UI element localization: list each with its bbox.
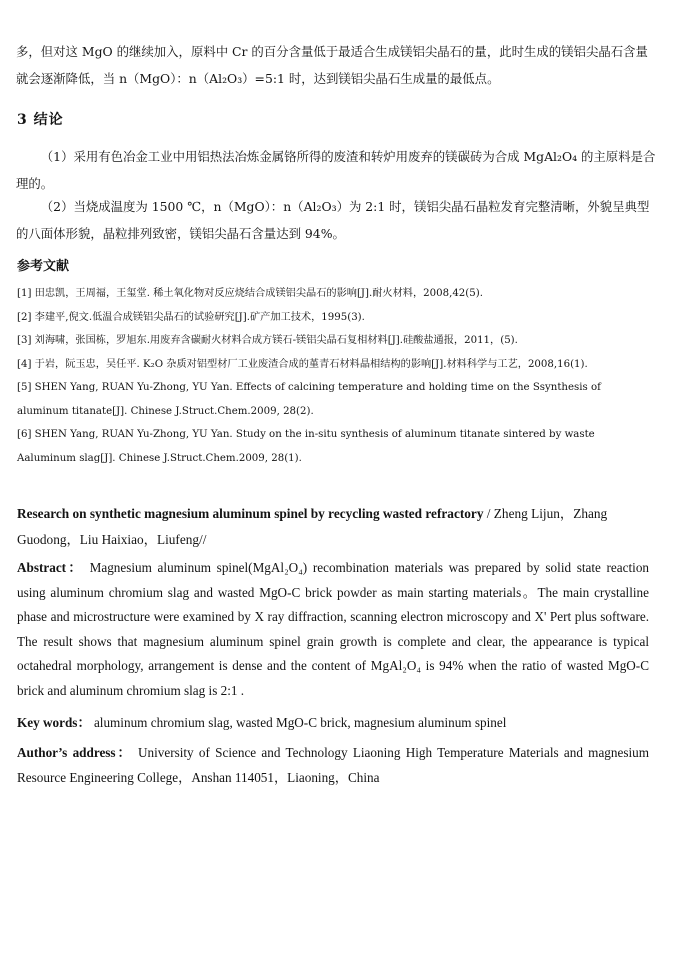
reference-item: [4] 于岩，阮玉忠，吴任平. K₂O 杂质对铝型材厂工业废渣合成的堇青石材料晶相结构的影响[J].材料科学与工艺，2008,16(1). [17, 358, 588, 370]
author-address-text: University of Science and Technology Liaoning High Temperature Materials and magnesium Resource Engineering College，Anshan 114051，Liaoning，China [17, 745, 649, 785]
abstract-block [17, 556, 649, 703]
keywords-block [17, 711, 649, 735]
reference-item: [5] SHEN Yang, RUAN Yu-Zhong, YU Yan. Effects of calcining temperature and holding time on the Ssynthesis of aluminum titanate[J]. Chinese J.Struct.Chem.2009, 28(2). [17, 382, 601, 417]
reference-item: [2] 李建平,倪文.低温合成镁铝尖晶石的试验研究[J].矿产加工技术，1995(3). [17, 311, 365, 323]
author-address-label: Author’s address： [17, 745, 133, 760]
reference-item: [6] SHEN Yang, RUAN Yu-Zhong, YU Yan. Study on the in-situ synthesis of aluminum titanate sintered by waste Aaluminum slag[J]. Chinese J.Struct.Chem.2009, 28(1). [17, 429, 595, 464]
keywords-text: aluminum chromium slag, wasted MgO-C brick, magnesium aluminum spinel [90, 715, 507, 730]
section-heading-conclusion: 3 结论 [17, 112, 64, 128]
keywords-label: Key words： [17, 715, 91, 730]
conclusion-item-1: （1）采用有色冶金工业中用铝热法冶炼金属铬所得的废渣和转炉用废弃的镁碳砖为合成 MgAl₂O₄ 的主原料是合理的。 [16, 149, 656, 191]
abstract-text: Magnesium aluminum spinel(MgAl₂O₄) recombination materials was prepared by solid state reaction using aluminum chromium slag and wasted MgO-C brick powder as main starting materials。The main crystalline phase and microstructure were examined by X ray diffraction, scanning electron microscopy and X' Pert plus software. The result shows that magnesium aluminum spinel grain growth is complete and clear, the appearance is typical octahedral morphology, arrangement is dense and the content of MgAl₂O₄ is 94% when the ratio of wasted MgO-C brick and aluminum chromium slag is 2:1 . [17, 560, 650, 698]
abstract-label: Abstract： [17, 560, 84, 575]
author-address-block [17, 740, 649, 790]
references-heading: 参考文献 [17, 259, 70, 274]
english-title-block [17, 501, 649, 553]
english-title: Research on synthetic magnesium aluminum spinel by recycling wasted refractory [17, 506, 484, 521]
reference-item: [1] 田忠凯，王周福，王玺堂. 稀土氧化物对反应烧结合成镁铝尖晶石的影响[J].耐火材料，2008,42(5). [17, 288, 483, 299]
english-authors: / Zheng Lijun，Zhang Guodong，Liu Haixiao，Liufeng// [17, 506, 608, 547]
reference-item: [3] 刘海啸，张国栋，罗旭东.用废弃含碳耐火材料合成方镁石-镁铝尖晶石复相材料[J].硅酸盐通报，2011，(5). [17, 335, 518, 346]
paragraph-continued: 多，但对这 MgO 的继续加入，原料中 Cr 的百分含量低于最适合生成镁铝尖晶石的量，此时生成的镁铝尖晶石含量就会逐渐降低，当 n（MgO）：n（Al₂O₃）=5:1 时，达到镁铝尖晶石生成量的最低点。 [16, 44, 648, 86]
conclusion-item-2: （2）当烧成温度为 1500 ℃，n（MgO）：n（Al₂O₃）为 2:1 时，镁铝尖晶石晶粒发育完整清晰，外貌呈典型的八面体形貌，晶粒排列致密，镁铝尖晶石含量达到 94%。 [16, 199, 650, 241]
references-list [17, 282, 647, 470]
